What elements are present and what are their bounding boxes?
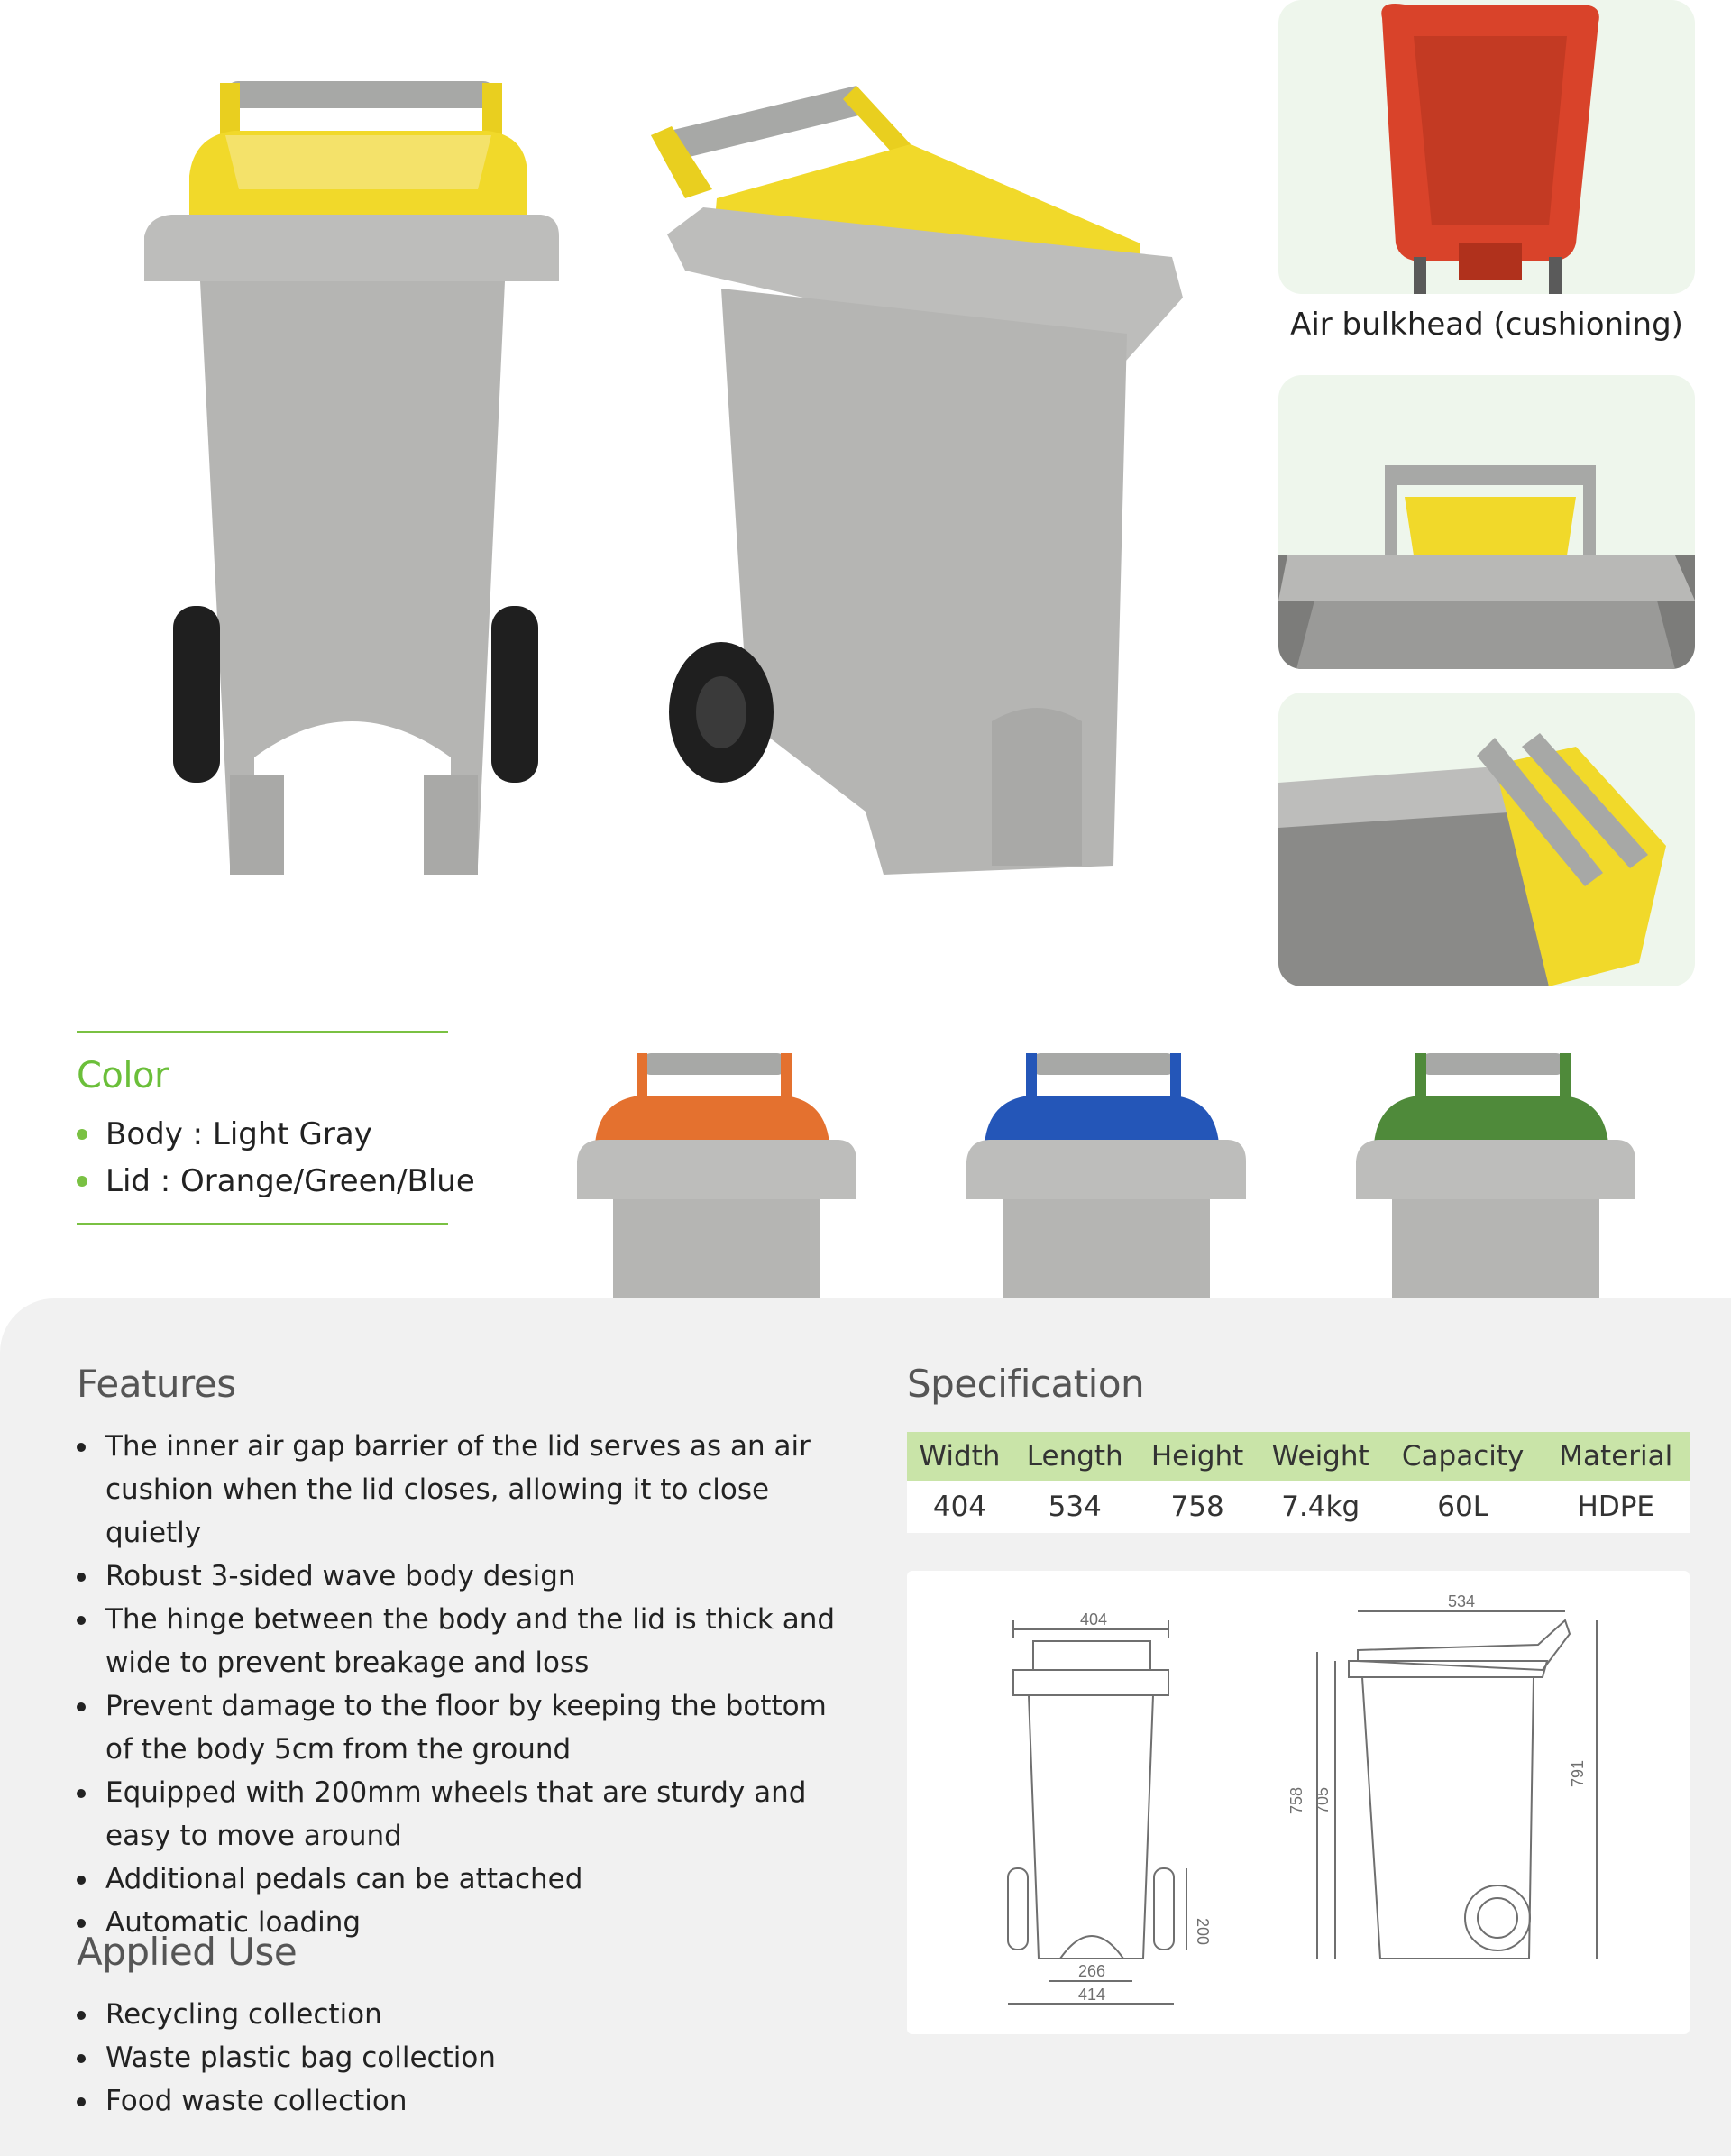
- variant-bin-orange: [577, 1053, 856, 1298]
- dim-front-wheel-span: 414: [1078, 1986, 1106, 2004]
- feature-item: The inner air gap barrier of the lid serves as an air cushion when the lid closes, allowing it to close quietly: [77, 1425, 852, 1555]
- front-view-drawing: [1008, 1610, 1212, 2004]
- color-item: Lid : Orange/Green/Blue: [77, 1158, 475, 1205]
- color-variants-image: [577, 1046, 1731, 1307]
- bullet-dot: [77, 1176, 87, 1187]
- applied-use-list: [77, 1993, 852, 2123]
- spec-header: Weight: [1258, 1432, 1384, 1481]
- dim-front-width: 404: [1080, 1610, 1108, 1628]
- front-view-bin: [144, 81, 559, 875]
- dim-height-758: 758: [1287, 1786, 1305, 1814]
- angled-view-bin: [651, 86, 1183, 875]
- features-title: Features: [77, 1362, 236, 1406]
- feature-item: Automatic loading: [77, 1901, 852, 1944]
- variant-bin-blue: [966, 1053, 1246, 1298]
- applied-use-item: Food waste collection: [77, 2079, 852, 2123]
- technical-drawing: [907, 1571, 1690, 2034]
- spec-value: HDPE: [1543, 1481, 1690, 1533]
- features-list: [77, 1425, 852, 1944]
- bullet-dot: [77, 1129, 87, 1140]
- spec-header: Width: [907, 1432, 1012, 1481]
- feature-item: Robust 3-sided wave body design: [77, 1555, 852, 1598]
- detail-tile-handle-top: [1278, 375, 1695, 669]
- spec-header: Length: [1012, 1432, 1138, 1481]
- spec-value: 7.4kg: [1258, 1481, 1384, 1533]
- feature-item: The hinge between the body and the lid is thick and wide to prevent breakage and loss: [77, 1598, 852, 1684]
- spec-value: 60L: [1384, 1481, 1543, 1533]
- dim-front-base: 266: [1078, 1962, 1106, 1980]
- variant-bin-green: [1356, 1053, 1635, 1298]
- spec-row: [907, 1481, 1690, 1533]
- spec-value: 758: [1138, 1481, 1258, 1533]
- applied-use-item: Waste plastic bag collection: [77, 2036, 852, 2079]
- spec-header: Capacity: [1384, 1432, 1543, 1481]
- detail-tile-lid-underside: [1278, 0, 1695, 294]
- color-item: Body : Light Gray: [77, 1111, 475, 1158]
- color-title: Color: [77, 1055, 169, 1096]
- dim-height-791: 791: [1569, 1759, 1587, 1787]
- dim-side-length: 534: [1448, 1592, 1476, 1610]
- dim-wheel-height: 200: [1194, 1918, 1212, 1946]
- specification-title: Specification: [907, 1362, 1145, 1406]
- detail-caption: Air bulkhead (cushioning): [1290, 307, 1683, 343]
- dim-height-705: 705: [1314, 1786, 1332, 1814]
- spec-header: Height: [1138, 1432, 1258, 1481]
- color-top-rule: [77, 1031, 448, 1033]
- specification-table: [907, 1432, 1690, 1533]
- color-list: [77, 1111, 475, 1205]
- feature-item: Equipped with 200mm wheels that are sturdy and easy to move around: [77, 1771, 852, 1858]
- side-view-drawing: [1287, 1592, 1597, 1959]
- spec-value: 534: [1012, 1481, 1138, 1533]
- color-bottom-rule: [77, 1223, 448, 1225]
- applied-use-item: Recycling collection: [77, 1993, 852, 2036]
- spec-value: 404: [907, 1481, 1012, 1533]
- applied-use-title: Applied Use: [77, 1930, 298, 1974]
- feature-item: Additional pedals can be attached: [77, 1858, 852, 1901]
- hero-bins-image: [0, 0, 1262, 992]
- detail-tile-hinge: [1278, 693, 1695, 986]
- spec-header: Material: [1543, 1432, 1690, 1481]
- feature-item: Prevent damage to the floor by keeping the bottom of the body 5cm from the ground: [77, 1684, 852, 1771]
